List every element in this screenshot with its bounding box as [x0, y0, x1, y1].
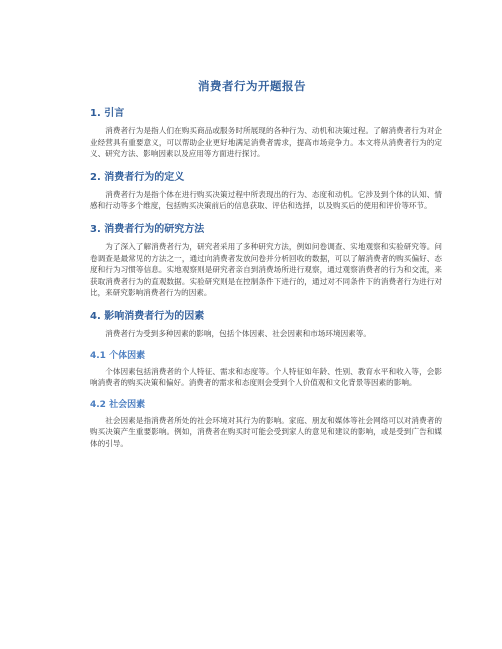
subsection-paragraph-individual-factors: 个体因素包括消费者的个人特征、需求和态度等。个人特征如年龄、性别、教育水平和收入等，会影响消费者的购买决策和偏好。消费者的需求和态度则会受到个人价值观和文化背景等因素的影响。: [90, 366, 442, 388]
section-paragraph-introduction: 消费者行为是指人们在购买商品或服务时所展现的各种行为、动机和决策过程。了解消费者行为对企业经营具有重要意义，可以帮助企业更好地满足消费者需求，提高市场竞争力。本文将从消费者行为的定义、研究方法、影响因素以及应用等方面进行探讨。: [90, 126, 442, 159]
subsection-heading-individual-factors: 4.1 个体因素: [90, 350, 146, 361]
section-paragraph-research-methods: 为了深入了解消费者行为，研究者采用了多种研究方法，例如问卷调查、实地观察和实验研究等。问卷调查是最常见的方法之一，通过向消费者发放问卷并分析回收的数据，可以了解消费者的购买偏好、态度和行为习惯等信息。实地观察则是研究者亲自到消费场所进行观察，通过观察消费者的行为和交流，来获取消费者行为的直观数据。实验研究则是在控制条件下进行的，通过对不同条件下的消费者行为进行对比，来研究影响消费者行为的因素。: [90, 241, 442, 298]
document-body: [62, 78, 442, 454]
subsection-heading-social-factors: 4.2 社会因素: [90, 399, 146, 410]
section-heading-research-methods: 3. 消费者行为的研究方法: [90, 223, 205, 235]
subsection-paragraph-social-factors: 社会因素是指消费者所处的社会环境对其行为的影响。家庭、朋友和媒体等社会网络可以对消费者的购买决策产生重要影响。例如，消费者在购买时可能会受到家人的意见和建议的影响，或是受到广告和媒体的引导。: [90, 415, 442, 448]
section-heading-introduction: 1. 引言: [90, 108, 125, 119]
section-paragraph-influencing-factors: 消费者行为受到多种因素的影响，包括个体因素、社会因素和市场环境因素等。: [105, 328, 371, 338]
section-paragraph-definition: 消费者行为是指个体在进行购买决策过程中所表现出的行为、态度和动机。它涉及到个体的认知、情感和行动等多个维度，包括购买决策前后的信息获取、评估和选择，以及购买后的使用和评价等环节。: [90, 189, 442, 211]
section-heading-influencing-factors: 4. 影响消费者行为的因素: [90, 310, 205, 322]
section-heading-definition: 2. 消费者行为的定义: [90, 171, 185, 183]
document-title: 消费者行为开题报告: [198, 79, 306, 93]
